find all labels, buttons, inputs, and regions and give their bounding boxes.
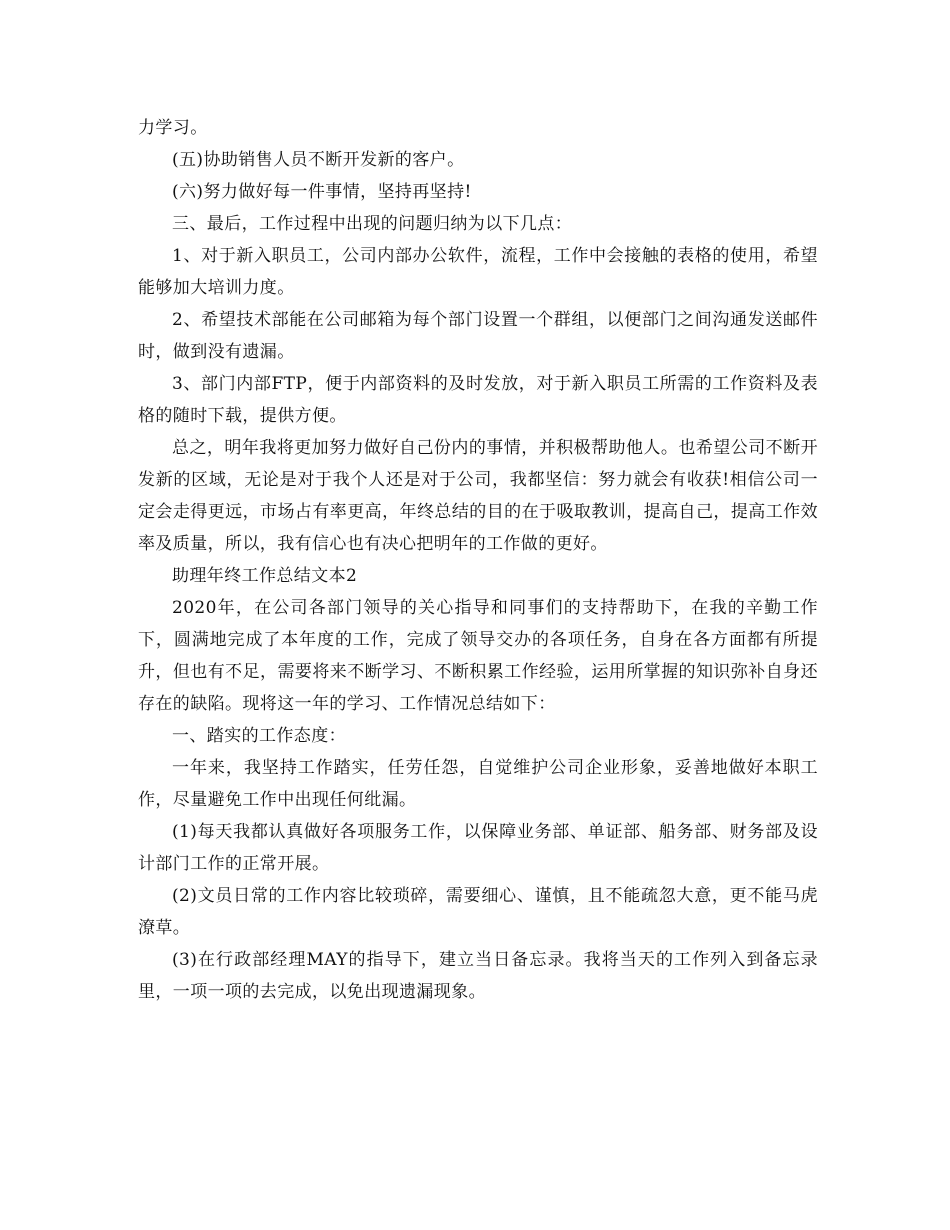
document-subtitle: 助理年终工作总结文本2 xyxy=(172,566,358,586)
document-body xyxy=(138,112,818,1008)
paragraph-continuation: 力学习。 xyxy=(138,118,208,138)
paragraph: 一年来，我坚持工作踏实，任劳任怨，自觉维护公司企业形象，妥善地做好本职工作，尽量避免工作中出现任何纰漏。 xyxy=(138,758,818,810)
paragraph: (五)协助销售人员不断开发新的客户。 xyxy=(172,150,465,170)
section-heading: 三、最后，工作过程中出现的问题归纳为以下几点： xyxy=(172,214,573,234)
paragraph: (1)每天我都认真做好各项服务工作，以保障业务部、单证部、船务部、财务部及设计部门工作的正常开展。 xyxy=(138,822,818,874)
paragraph: 1、对于新入职员工，公司内部办公软件，流程，工作中会接触的表格的使用，希望能够加大培训力度。 xyxy=(138,246,818,298)
paragraph: 2020年，在公司各部门领导的关心指导和同事们的支持帮助下，在我的辛勤工作下，圆满地完成了本年度的工作，完成了领导交办的各项任务，自身在各方面都有所提升，但也有不足，需要将来不断学习、不断积累工作经验，运用所掌握的知识弥补自身还存在的缺陷。现将这一年的学习、工作情况总结如下： xyxy=(138,598,818,714)
paragraph: (2)文员日常的工作内容比较琐碎，需要细心、谨慎，且不能疏忽大意，更不能马虎潦草。 xyxy=(138,886,818,938)
paragraph: (3)在行政部经理MAY的指导下，建立当日备忘录。我将当天的工作列入到备忘录里，一项一项的去完成，以免出现遗漏现象。 xyxy=(138,950,818,1002)
paragraph: 2、希望技术部能在公司邮箱为每个部门设置一个群组，以便部门之间沟通发送邮件时，做到没有遗漏。 xyxy=(138,310,818,362)
paragraph: 总之，明年我将更加努力做好自己份内的事情，并积极帮助他人。也希望公司不断开发新的区域，无论是对于我个人还是对于公司，我都坚信：努力就会有收获!相信公司一定会走得更远，市场占有率更高，年终总结的目的在于吸取教训，提高自己，提高工作效率及质量，所以，我有信心也有决心把明年的工作做的更好。 xyxy=(138,438,818,554)
paragraph: 3、部门内部FTP，便于内部资料的及时发放，对于新入职员工所需的工作资料及表格的随时下载，提供方便。 xyxy=(138,374,818,426)
section-heading: 一、踏实的工作态度： xyxy=(172,726,346,746)
paragraph: (六)努力做好每一件事情，坚持再坚持! xyxy=(172,182,472,202)
